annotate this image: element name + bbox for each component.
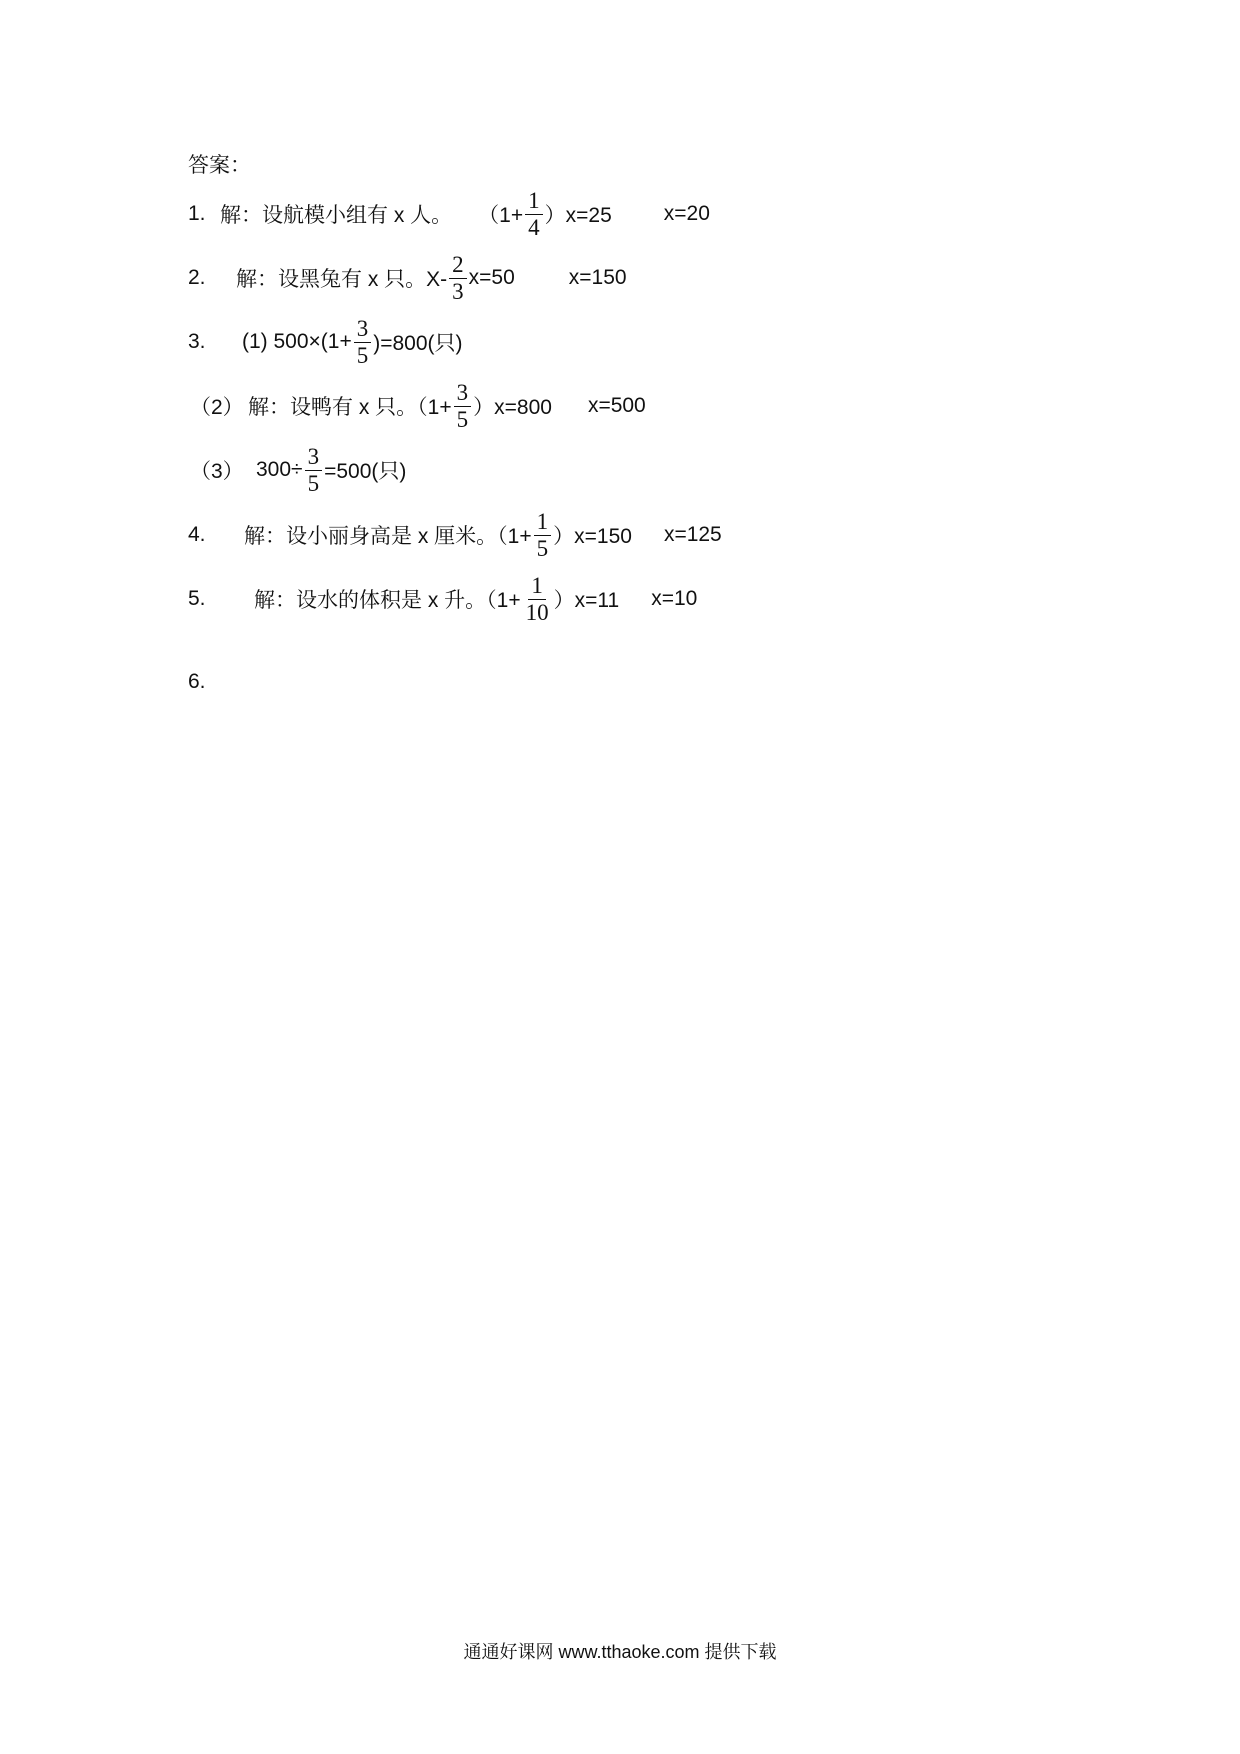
answer-value: x=125 [663, 523, 722, 546]
item-number: 1. [188, 202, 206, 225]
fraction-numerator: 3 [305, 444, 323, 471]
answer-item-3-2 [190, 374, 646, 438]
fraction-denominator: 5 [456, 406, 469, 432]
fraction-denominator: 10 [525, 599, 549, 625]
fraction-denominator: 4 [528, 214, 540, 240]
fraction-numerator: 1 [528, 573, 546, 600]
fraction [454, 380, 472, 433]
equation-suffix: ）x=25 [544, 204, 612, 227]
item-number: （3） [190, 460, 244, 483]
answers-heading: 答案： [188, 154, 251, 177]
equation-suffix: ）x=150 [553, 525, 632, 548]
answer-item-1 [188, 182, 710, 246]
fraction-numerator: 3 [354, 316, 372, 343]
fraction-denominator: 5 [536, 535, 549, 561]
fraction-denominator: 5 [307, 470, 320, 496]
fraction-numerator: 1 [525, 188, 543, 215]
answer-value: x=150 [568, 266, 627, 289]
answer-item-6 [188, 650, 206, 714]
answer-value: x=10 [651, 587, 698, 610]
fraction-denominator: 5 [356, 342, 369, 368]
equation-prefix: 300÷ [256, 458, 303, 481]
fraction [534, 509, 552, 562]
item-number: 3. [188, 330, 206, 353]
answer-item-2 [188, 246, 627, 310]
fraction-numerator: 2 [449, 252, 467, 279]
answer-item-3 [188, 310, 463, 374]
equation-suffix: )=800(只) [373, 332, 463, 355]
item-number: （2） [190, 396, 244, 419]
answer-value: x=500 [587, 394, 646, 417]
answer-value: x=20 [663, 202, 710, 225]
fraction [354, 316, 372, 369]
solution-text: 解：设小丽身高是 x 厘米。（1+ [244, 525, 532, 548]
fraction [523, 573, 552, 626]
equation-suffix: ）x=800 [473, 396, 552, 419]
equation-suffix: =500(只) [324, 460, 407, 483]
answer-item-3-3 [190, 438, 406, 502]
equation-prefix: (1) 500×(1+ [242, 330, 352, 353]
solution-text: 解：设黑兔有 x 只。X- [236, 268, 448, 291]
download-source-footer: 通通好课网 www.tthaoke.com 提供下载 [463, 1642, 777, 1662]
fraction [449, 252, 467, 305]
fraction [525, 188, 543, 241]
item-number: 4. [188, 523, 206, 546]
item-number: 6. [188, 670, 206, 693]
fraction-numerator: 3 [454, 380, 472, 407]
equation-suffix: x=50 [468, 266, 515, 289]
item-number: 2. [188, 266, 206, 289]
fraction-denominator: 3 [452, 278, 464, 304]
equation-suffix: ）x=11 [553, 589, 620, 612]
equation-prefix: （1+ [478, 204, 524, 227]
answer-item-5 [188, 567, 697, 631]
fraction-numerator: 1 [534, 509, 552, 536]
solution-text: 解：设水的体积是 x 升。（1+ [254, 589, 521, 612]
answer-item-4 [188, 503, 722, 567]
solution-text: 解：设航模小组有 x 人。 [220, 204, 453, 227]
fraction [305, 444, 323, 497]
item-number: 5. [188, 587, 206, 610]
solution-text: 解：设鸭有 x 只。（1+ [248, 396, 452, 419]
